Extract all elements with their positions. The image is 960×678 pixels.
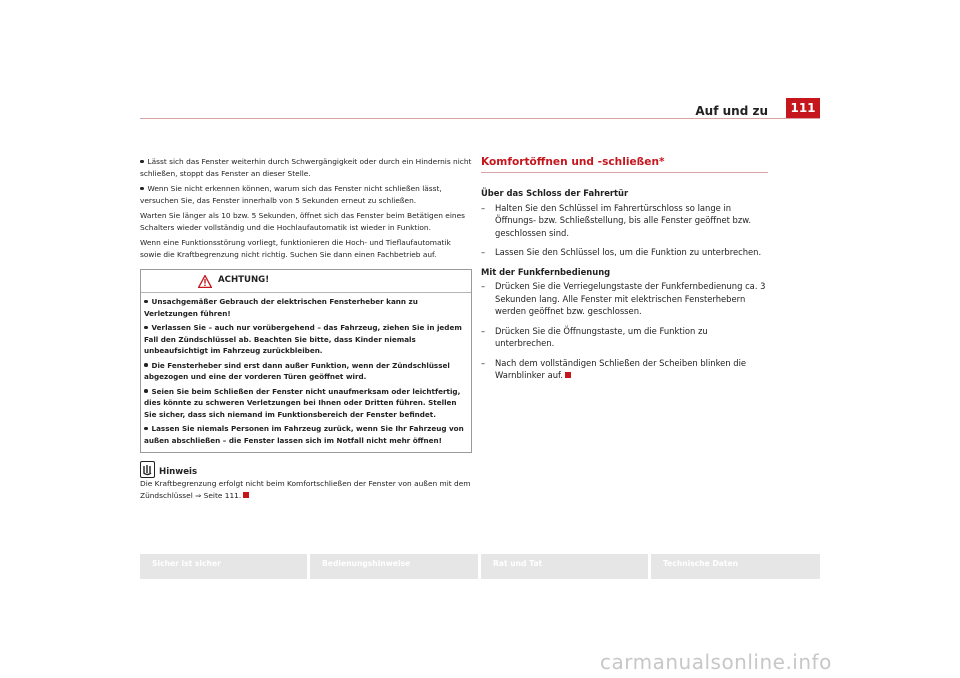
header-rule <box>140 118 820 119</box>
warning-header <box>141 270 471 293</box>
footer-tab-technik[interactable]: Technische Daten <box>651 554 820 579</box>
warning-box <box>140 269 472 453</box>
subsection-heading: Über das Schloss der Fahrertür <box>481 188 629 198</box>
list-item: – Nach dem vollständigen Schließen der Scheiben blinken die Warnblinker auf. <box>481 357 747 380</box>
section-end-icon <box>243 492 249 498</box>
body-paragraph: Wenn eine Funktionsstörung vorliegt, funktionieren die Hoch- und Tieflaufautomatik sowie die Kraftbegrenzung nicht richtig. Suchen Sie dann einen Fachbetrieb auf. <box>140 238 451 259</box>
bullet-paragraph: Wenn Sie nicht erkennen können, warum sich das Fenster nicht schließen lässt, versuchen Sie, das Fenster innerhalb von 5 Sekunden erneut zu schließen. <box>140 184 442 205</box>
warning-item: Seien Sie beim Schließen der Fenster nicht unaufmerksam oder leichtfertig, dies könnte zu schweren Verletzungen bei Ihnen oder Dritten führen. Stellen Sie sicher, dass sich niemand im Funktionsbereich der Fenster befindet. <box>144 386 461 419</box>
footer-tab-sicher[interactable]: Sicher ist sicher <box>140 554 307 579</box>
section-title: Komfortöffnen und -schließen* <box>481 156 768 173</box>
bullet-icon <box>144 389 148 393</box>
page-header-title: Auf und zu <box>695 104 768 118</box>
list-item: – Halten Sie den Schlüssel im Fahrertürschloss so lange in Öffnungs- bzw. Schließstellung, bis alle Fenster geöffnet bzw. geschlossen sind. <box>481 202 752 238</box>
bullet-icon <box>144 300 148 304</box>
bullet-icon <box>144 326 148 330</box>
list-item: – Lassen Sie den Schlüssel los, um die Funktion zu unterbrechen. <box>481 247 762 257</box>
bullet-icon <box>140 160 144 164</box>
bullet-paragraph: Lässt sich das Fenster weiterhin durch Schwergängigkeit oder durch ein Hindernis nicht schließen, stoppt das Fenster an dieser Stelle. <box>140 157 472 178</box>
warning-triangle-icon <box>198 275 212 288</box>
warning-item: Die Fensterheber sind erst dann außer Funktion, wenn der Zündschlüssel abgezogen und eine der vorderen Türen geöffnet wird. <box>144 360 450 381</box>
section-end-icon <box>565 372 571 378</box>
warning-item: Unsachgemäßer Gebrauch der elektrischen Fensterheber kann zu Verletzungen führen! <box>144 297 418 318</box>
bullet-icon <box>140 187 144 191</box>
warning-body <box>141 293 471 452</box>
left-column <box>140 156 472 505</box>
bullet-icon <box>144 427 148 431</box>
footer-tab-rat[interactable]: Rat und Tat <box>481 554 648 579</box>
bullet-icon <box>144 363 148 367</box>
body-paragraph: Warten Sie länger als 10 bzw. 5 Sekunden, öffnet sich das Fenster beim Betätigen eines Schalters wieder vollständig und die Hochlaufautomatik ist wieder in Funktion. <box>140 211 465 232</box>
footer-tab-bedienung[interactable]: Bedienungshinweise <box>310 554 478 579</box>
note-info-icon <box>140 461 155 478</box>
subsection-heading: Mit der Funkfernbedienung <box>481 266 611 277</box>
page-number: 111 <box>786 98 820 118</box>
warning-item: Verlassen Sie – auch nur vorübergehend – das Fahrzeug, ziehen Sie in jedem Fall den Zündschlüssel ab. Beachten Sie bitte, dass Kinder niemals unbeaufsichtigt im Fahrzeug zurückbleiben. <box>144 323 462 355</box>
list-item: – Drücken Sie die Öffnungstaste, um die Funktion zu unterbrechen. <box>481 325 708 348</box>
watermark-text: carmanualsonline.info <box>600 650 832 674</box>
list-item: – Drücken Sie die Verriegelungstaste der Funkfernbedienung ca. 3 Sekunden lang. Alle Fenster mit elektrischen Fensterhebern werden geöffnet bzw. geschlossen. <box>481 281 766 316</box>
note-header <box>140 461 472 478</box>
warning-title: ACHTUNG! <box>218 275 270 286</box>
warning-item: Lassen Sie niemals Personen im Fahrzeug zurück, wenn Sie Ihr Fahrzeug von außen abschließen – die Fenster lassen sich im Notfall nicht mehr öffnen! <box>144 424 464 445</box>
right-column <box>481 156 768 389</box>
note-text: Die Kraftbegrenzung erfolgt nicht beim Komfortschließen der Fenster von außen mit dem Zündschlüssel ⇒ Seite 111. <box>140 479 471 500</box>
note-title: Hinweis <box>159 466 198 477</box>
